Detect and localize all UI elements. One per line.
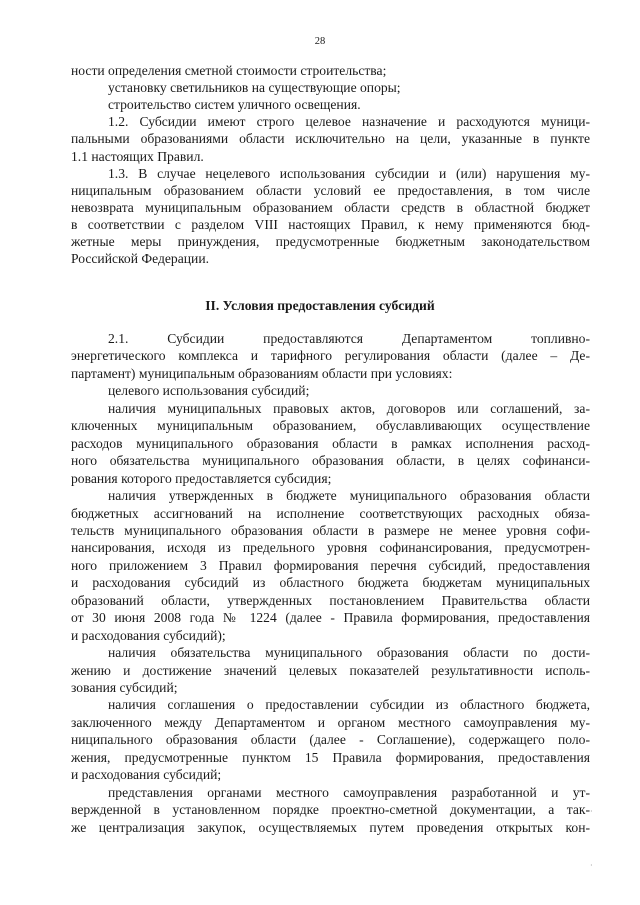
text-line: бюджетных ассигнований на исполнение соответствующих расходных обяза-: [71, 505, 590, 521]
text-line: рования которого предоставляется субсидия;: [71, 470, 332, 486]
text-line: вержденной в установленном порядке проектно-сметной документации, а так-: [71, 802, 590, 818]
text-line: жетные меры принуждения, предусмотренные бюджетным законодательством: [71, 234, 590, 249]
text-line: ниципальным образованием области условий ее предоставления, в том числе: [71, 182, 590, 198]
text-line: установку светильников на существующие опоры;: [108, 80, 401, 96]
text-line: невозврата муниципальным образованием области средств в областной бюджет: [71, 199, 590, 215]
text-line: ного обязательства муниципального образования области, в целях софинанси-: [71, 453, 590, 469]
text-line: представления органами местного самоуправления разработанной и ут-: [108, 784, 590, 800]
text-line: 1.3. В случае нецелевого использования субсидии и (или) нарушения му-: [108, 165, 590, 181]
text-line: строительство систем уличного освещения.: [108, 97, 361, 113]
text-line: ниципального образования области (далее - Соглашение), содержащего поло-: [71, 732, 590, 748]
text-line: целевого использования субсидий;: [108, 383, 310, 399]
text-line: 1.1 настоящих Правил.: [71, 148, 204, 164]
text-line: наличия муниципальных правовых актов, договоров или соглашений, за-: [108, 400, 590, 416]
text-line: пальными образованиями области исключительно на цели, указанные в пункте: [71, 131, 590, 147]
text-line: партамент) муниципальным образованиям области при условиях:: [71, 365, 453, 381]
text-line: тельств муниципального образования области в размере не менее уровня софи-: [71, 522, 590, 538]
text-line: наличия соглашения о предоставлении субсидии из областного бюджета,: [108, 697, 590, 713]
text-line: наличия утвержденных в бюджете муниципального образования области: [108, 488, 590, 504]
text-line: наличия обязательства муниципального образования области по дости-: [108, 645, 590, 661]
text-line: энергетического комплекса и тарифного регулирования области (далее – Де-: [71, 348, 590, 364]
text-line: 1.2. Субсидии имеют строго целевое назначение и расходуются муници-: [108, 114, 590, 130]
page-number: 28: [314, 36, 326, 47]
scan-mark: ·: [590, 807, 593, 816]
text-line: жению и достижение значений целевых показателей результативности исполь-: [71, 662, 590, 678]
text-line: расходов муниципального образования области в рамках исполнения расход-: [71, 435, 590, 451]
text-line: ного приложением 3 Правил формирования перечня субсидий, предоставления: [71, 557, 590, 573]
text-line: зования субсидий;: [71, 680, 178, 695]
text-line: и расходования субсидий;: [71, 767, 222, 783]
text-line: жения, предусмотренные пунктом 15 Правила формирования, предоставления: [71, 749, 590, 765]
text-line: ности определения сметной стоимости строительства;: [71, 63, 387, 78]
text-line: нансирования, исходя из предельного уровня софинансирования, предусмотрен-: [71, 540, 590, 556]
text-line: же централизация закупок, осуществляемых путем проведения открытых кон-: [71, 819, 590, 835]
text-line: и расходования субсидий из областного бюджета бюджетам муниципальных: [71, 575, 590, 591]
text-line: и расходования субсидий);: [71, 627, 226, 643]
section-heading: II. Условия предоставления субсидий: [205, 298, 435, 313]
text-line: 2.1. Субсидии предоставляются Департаментом топливно-: [108, 331, 590, 346]
text-line: образований области, утвержденных постановлением Правительства области: [71, 592, 590, 608]
text-line: в соответствии с разделом VIII настоящих Правил, к нему применяются бюд-: [71, 216, 590, 232]
text-line: ключенных муниципальным образованием, обуславливающих осуществление: [71, 418, 590, 434]
text-line: заключенного между Департаментом и органом местного самоуправления му-: [71, 714, 590, 730]
scan-mark: ·: [590, 861, 593, 870]
text-line: Российской Федерации.: [71, 251, 209, 267]
text-line: от 30 июня 2008 года № 1224 (далее - Правила формирования, предоставления: [71, 610, 590, 626]
